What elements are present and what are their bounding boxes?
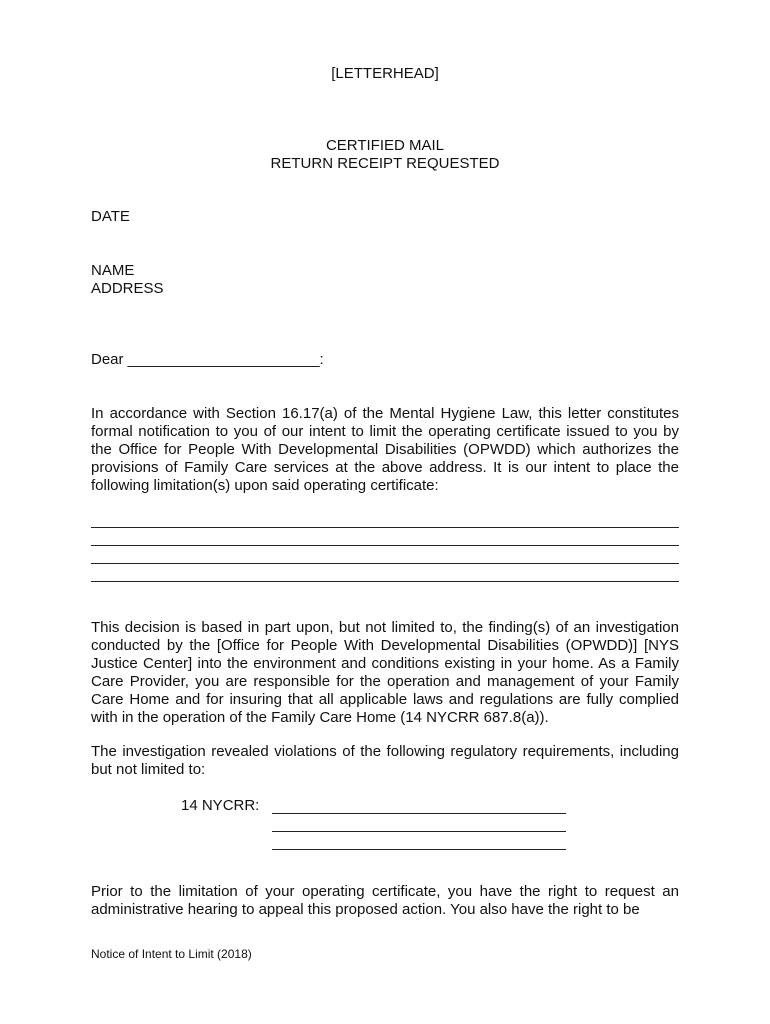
nycrr-blank-line-2	[272, 831, 566, 832]
nycrr-blank-line-3	[272, 849, 566, 850]
limitation-blank-line-4	[91, 581, 679, 582]
hearing-paragraph: Prior to the limitation of your operating certificate, you have the right to request an administrative hearing to appeal this proposed action. You also have the right to be	[91, 883, 679, 918]
mail-type-line-1: CERTIFIED MAIL	[325, 137, 445, 154]
limitation-blank-line-2	[91, 545, 679, 546]
page-footer: Notice of Intent to Limit (2018)	[91, 947, 252, 961]
recipient-name-label: NAME	[91, 262, 135, 279]
date-label: DATE	[91, 208, 130, 225]
letterhead-placeholder: [LETTERHEAD]	[331, 65, 439, 82]
violations-paragraph: The investigation revealed violations of the following regulatory requirements, including but not limited to:	[91, 743, 679, 778]
recipient-address-label: ADDRESS	[91, 280, 164, 297]
limitation-blank-line-1	[91, 527, 679, 528]
mail-type-line-2: RETURN RECEIPT REQUESTED	[270, 155, 500, 172]
limitation-blank-line-3	[91, 563, 679, 564]
intro-paragraph: In accordance with Section 16.17(a) of the Mental Hygiene Law, this letter constitutes formal notification to you of our intent to limit the operating certificate issued to you by the Office for People With Developmental Disabilities (OPWDD) which authorizes the provisions of Family Care services at the above address. It is our intent to place the following limitation(s) upon said operating certificate:	[91, 405, 679, 494]
nycrr-label: 14 NYCRR:	[181, 797, 260, 814]
salutation: Dear _______________________:	[91, 351, 324, 368]
nycrr-blank-line-1	[272, 813, 566, 814]
decision-paragraph: This decision is based in part upon, but not limited to, the finding(s) of an investigation conducted by the [Office for People With Developmental Disabilities (OPWDD)] [NYS Justice Center] into the environment and conditions existing in your home. As a Family Care Provider, you are responsible for the operation and management of your Family Care Home and for insuring that all applicable laws and regulations are fully complied with in the operation of the Family Care Home (14 NYCRR 687.8(a)).	[91, 619, 679, 726]
